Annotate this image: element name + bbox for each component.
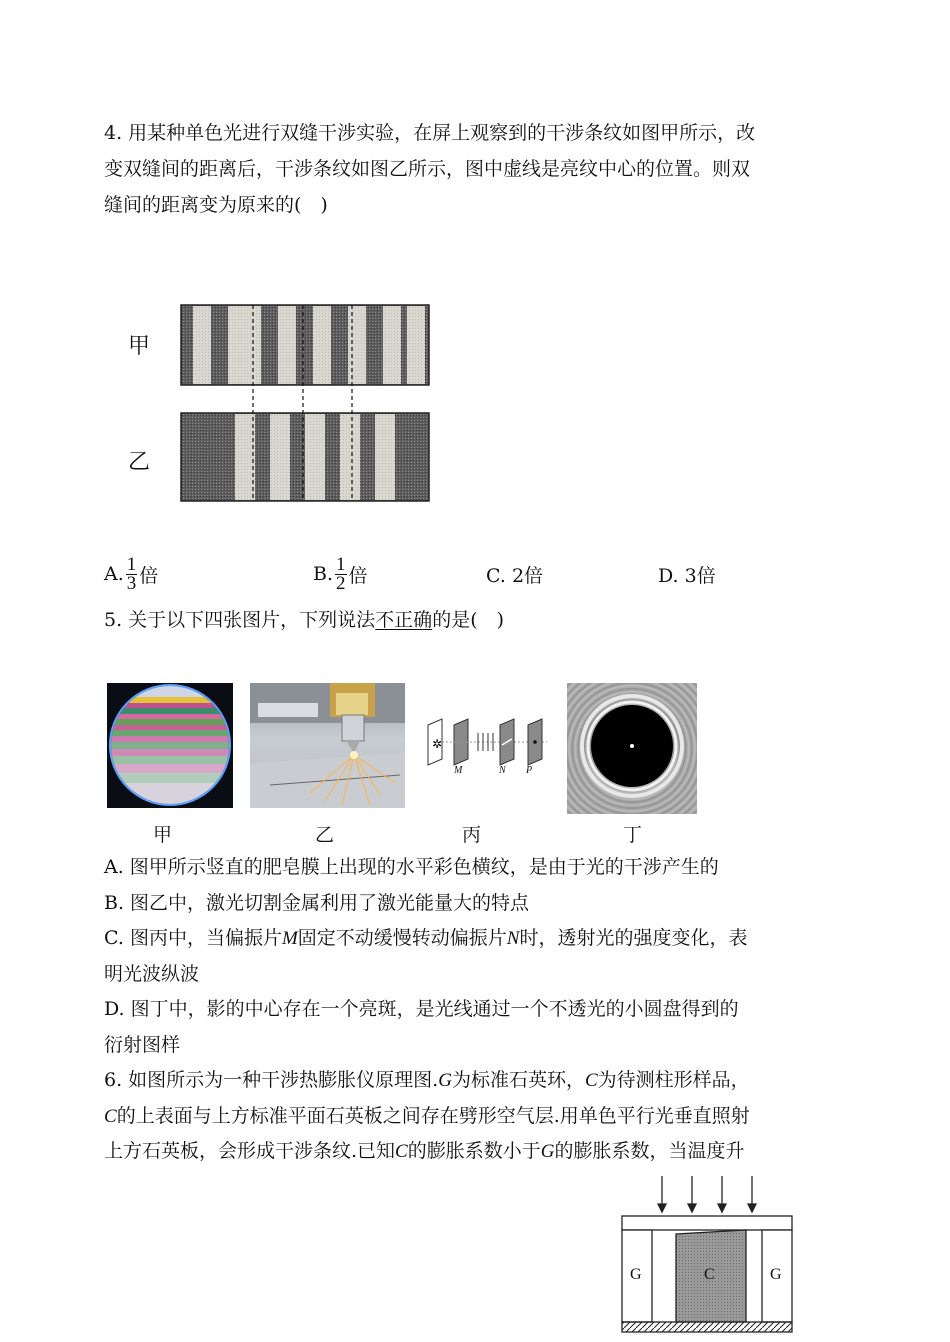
label-g-right: G — [770, 1266, 782, 1283]
q5-c-mid: 固定不动缓慢转动偏振片 — [297, 927, 507, 949]
q4-option-c[interactable]: C. 2倍 — [486, 564, 544, 587]
dilatometer-figure — [618, 1172, 796, 1337]
q4-option-a[interactable] — [104, 552, 158, 596]
fringe-diagram — [120, 285, 460, 515]
option-b-suffix: 倍 — [348, 564, 368, 587]
q5-stem-suffix: 的是( ) — [432, 609, 505, 631]
q6-l2-c: C — [104, 1106, 117, 1127]
fraction-one-half — [335, 553, 347, 594]
option-a-suffix: 倍 — [139, 564, 159, 587]
q6-l2-a: 的上表面与上方标准平面石英板之间存在劈形空气层.用单色平行光垂直照射 — [116, 1105, 750, 1127]
svg-text:✲: ✲ — [432, 737, 443, 751]
q5-c-m: M — [281, 928, 298, 949]
caption-bing: 丙 — [462, 824, 482, 846]
q5-stem-emphasis: 不正确 — [375, 609, 433, 631]
fraction-denominator: 2 — [336, 572, 346, 594]
label-c: C — [704, 1266, 715, 1283]
q4-stem-line1: 4. 用某种单色光进行双缝干涉实验，在屏上观察到的干涉条纹如图甲所示，改 — [104, 122, 756, 144]
q6-stem-line2 — [104, 1104, 750, 1129]
label-g-left: G — [630, 1266, 642, 1283]
q5-option-d-line2: 衍射图样 — [104, 1034, 181, 1056]
q6-l1-a: 6. 如图所示为一种干涉热膨胀仪原理图. — [104, 1069, 439, 1091]
fraction-numerator: 1 — [336, 553, 346, 575]
q5-stem — [104, 608, 504, 632]
fig-label-jia: 甲 — [128, 334, 151, 359]
q6-l1-rest: 为待测柱形样品， — [597, 1069, 750, 1091]
label-m: M — [454, 765, 463, 776]
laser-cutting-image — [250, 683, 405, 808]
fraction-one-third — [126, 553, 138, 594]
q6-l1-c: C — [584, 1070, 598, 1091]
q4-option-b[interactable] — [313, 552, 368, 596]
q5-c-pre: C. 图丙中，当偏振片 — [104, 927, 282, 949]
q6-l3-c: C — [395, 1141, 408, 1162]
option-b-prefix: B. — [313, 563, 334, 585]
option-a-prefix: A. — [104, 563, 124, 585]
poisson-spot-image — [567, 683, 697, 814]
q4-stem-line3: 缝间的距离变为原来的( ) — [104, 194, 328, 216]
q6-l1-b: 为标准石英环， — [451, 1069, 585, 1091]
q5-option-b[interactable]: B. 图乙中，激光切割金属利用了激光能量大的特点 — [104, 892, 530, 914]
fraction-denominator: 3 — [126, 572, 137, 594]
q5-stem-prefix: 5. 关于以下四张图片，下列说法 — [104, 609, 376, 631]
q5-c-post: 时，透射光的强度变化，表 — [519, 927, 748, 949]
q5-option-c-line2: 明光波纵波 — [104, 963, 200, 985]
label-p: P — [526, 765, 533, 776]
q6-l1-g: G — [438, 1070, 452, 1091]
caption-yi: 乙 — [315, 824, 335, 846]
label-n: N — [499, 765, 506, 776]
q5-option-d[interactable]: D. 图丁中，影的中心存在一个亮斑，是光线通过一个不透光的小圆盘得到的 — [104, 998, 739, 1020]
caption-jia: 甲 — [153, 824, 173, 846]
caption-ding: 丁 — [623, 824, 643, 846]
fig-label-yi: 乙 — [128, 450, 151, 475]
fraction-numerator: 1 — [126, 553, 137, 575]
q6-stem-line1 — [104, 1068, 750, 1093]
q5-c-n: N — [506, 928, 520, 949]
q4-fringe-figure — [120, 285, 460, 515]
q6-l3-b: 的膨胀系数小于 — [407, 1140, 541, 1162]
q4-stem-line2: 变双缝间的距离后，干涉条纹如图乙所示，图中虚线是亮纹中心的位置。则双 — [104, 158, 751, 180]
q6-l3-rest: 的膨胀系数，当温度升 — [554, 1140, 745, 1162]
q6-stem-line3 — [104, 1139, 745, 1164]
q5-option-a[interactable]: A. 图甲所示竖直的肥皂膜上出现的水平彩色横纹，是由于光的干涉产生的 — [104, 856, 719, 878]
q4-option-d[interactable]: D. 3倍 — [658, 564, 716, 587]
q5-option-c[interactable] — [104, 926, 748, 951]
q6-l3-a: 上方石英板，会形成干涉条纹.已知 — [104, 1140, 396, 1162]
polarizer-diagram — [422, 715, 552, 775]
soap-film-image — [107, 683, 233, 808]
q6-l3-g: G — [540, 1141, 555, 1162]
